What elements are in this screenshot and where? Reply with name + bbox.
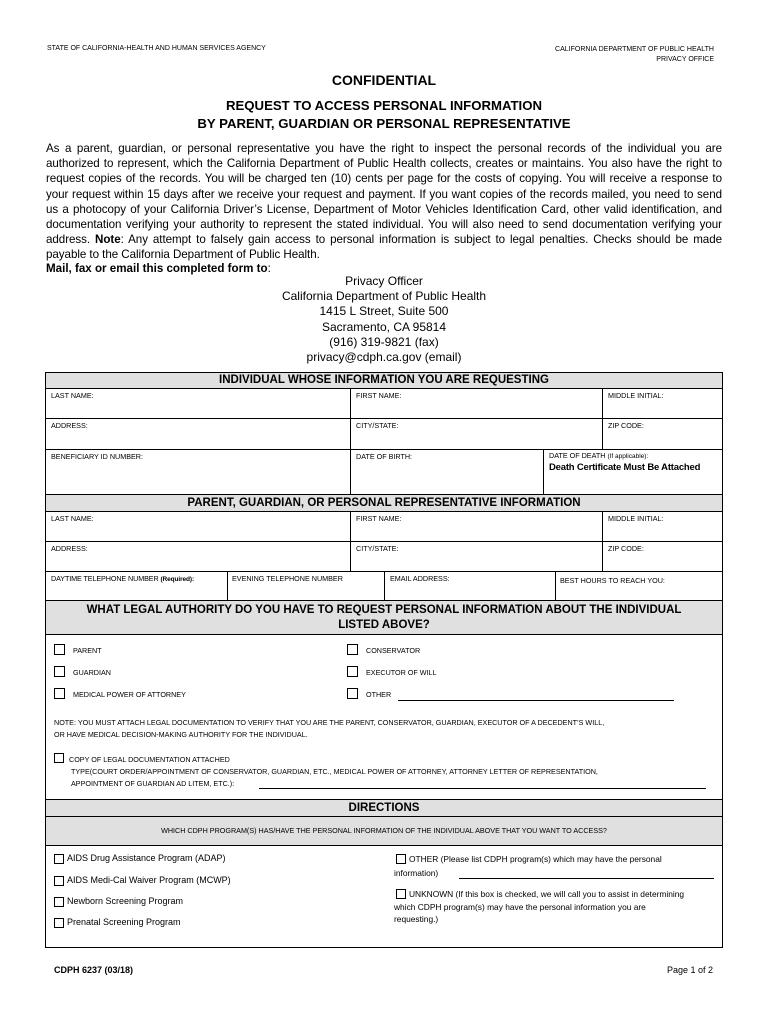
intro-paragraph <box>46 141 722 263</box>
date-of-death-note: (If applicable): <box>607 453 649 460</box>
divider <box>555 571 556 601</box>
rep-city-state-field[interactable]: CITY/STATE: <box>356 544 399 553</box>
legal-doc-type-line1: TYPE(COURT ORDER/APPOINTMENT OF CONSERVATOR, GUARDIAN, ETC., MEDICAL POWER OF ATTORNEY, ATTORNEY LETTER OF REPRESENTATION, <box>71 767 598 776</box>
other-program-checkbox[interactable] <box>396 854 406 864</box>
address-field[interactable]: ADDRESS: <box>51 421 88 430</box>
office-name: PRIVACY OFFICE <box>656 56 714 63</box>
form-title-line1: REQUEST TO ACCESS PERSONAL INFORMATION <box>225 98 543 113</box>
address-line: 1415 L Street, Suite 500 <box>319 304 449 319</box>
death-certificate-note: Death Certificate Must Be Attached <box>549 462 701 473</box>
legal-doc-type-line2: APPOINTMENT OF GUARDIAN AD LITEM, ETC.): <box>71 779 235 788</box>
rep-first-name-field[interactable]: FIRST NAME: <box>356 514 402 523</box>
intro-note-text: : Any attempt to falsely gain access to personal information is subject to legal penalties. Checks should be made payable to the California Department of Public Health. <box>46 233 722 262</box>
last-name-field[interactable]: LAST NAME: <box>51 391 94 400</box>
form-id: CDPH 6237 (03/18) <box>54 965 134 975</box>
mailing-address <box>0 274 768 365</box>
executor-label: EXECUTOR OF WILL <box>366 668 437 677</box>
medical-poa-label: MEDICAL POWER OF ATTORNEY <box>73 690 186 699</box>
city-state-field[interactable]: CITY/STATE: <box>356 421 399 430</box>
mcwp-checkbox[interactable] <box>54 876 64 886</box>
rep-zip-code-field[interactable]: ZIP CODE: <box>608 544 644 553</box>
required-marker: (Required): <box>160 576 195 583</box>
daytime-phone-field[interactable] <box>51 574 194 583</box>
email-address: privacy@cdph.ca.gov (email) <box>306 350 462 365</box>
mcwp-label: AIDS Medi-Cal Waiver Program (MCWP) <box>67 875 231 885</box>
adap-checkbox[interactable] <box>54 854 64 864</box>
divider <box>350 388 351 495</box>
parent-label: PARENT <box>73 646 102 655</box>
daytime-phone-label: DAYTIME TELEPHONE NUMBER <box>51 574 159 583</box>
other-program-info: information) <box>394 868 439 878</box>
legal-doc-attached-checkbox[interactable] <box>54 753 64 763</box>
mail-colon: : <box>267 262 271 275</box>
confidential-title: CONFIDENTIAL <box>331 72 437 88</box>
authority-heading-line2: LISTED ABOVE? <box>338 619 430 631</box>
prenatal-checkbox[interactable] <box>54 918 64 928</box>
rep-address-field[interactable]: ADDRESS: <box>51 544 88 553</box>
legal-doc-type-line[interactable] <box>259 788 706 789</box>
middle-initial-field[interactable]: MIDDLE INITIAL: <box>608 391 664 400</box>
guardian-checkbox[interactable] <box>54 666 65 677</box>
mail-label: Mail, fax or email this completed form to <box>46 262 268 275</box>
authority-note-line1: NOTE: YOU MUST ATTACH LEGAL DOCUMENTATION TO VERIFY THAT YOU ARE THE PARENT, CONSERVATOR, GUARDIAN, EXECUTOR OF A DECEDENT’S WILL, <box>54 718 605 727</box>
conservator-label: CONSERVATOR <box>366 646 421 655</box>
department-name: CALIFORNIA DEPARTMENT OF PUBLIC HEALTH <box>555 46 714 53</box>
intro-note-label: Note <box>95 233 121 247</box>
unknown-program-text: requesting.) <box>394 914 439 924</box>
executor-checkbox[interactable] <box>347 666 358 677</box>
conservator-checkbox[interactable] <box>347 644 358 655</box>
prenatal-label: Prenatal Screening Program <box>67 917 181 927</box>
program-question: WHICH CDPH PROGRAM(S) HAS/HAVE THE PERSONAL INFORMATION OF THE INDIVIDUAL ABOVE THAT YOU WANT TO ACCESS? <box>46 816 722 846</box>
date-of-death-label: DATE OF DEATH <box>549 451 606 460</box>
divider <box>46 418 722 419</box>
authority-heading-line1: WHAT LEGAL AUTHORITY DO YOU HAVE TO REQUEST PERSONAL INFORMATION ABOUT THE INDIVIDUAL <box>86 604 682 616</box>
department-header <box>555 45 714 65</box>
address-line: Privacy Officer <box>345 274 423 288</box>
rep-last-name-field[interactable]: LAST NAME: <box>51 514 94 523</box>
zip-code-field[interactable]: ZIP CODE: <box>608 421 644 430</box>
divider <box>543 449 544 495</box>
legal-doc-label: COPY OF LEGAL DOCUMENTATION ATTACHED <box>69 755 230 764</box>
rep-middle-initial-field[interactable]: MIDDLE INITIAL: <box>608 514 664 523</box>
unknown-program-text: which CDPH program(s) may have the personal information you are <box>394 902 646 912</box>
email-field[interactable]: EMAIL ADDRESS: <box>390 574 450 583</box>
newborn-label: Newborn Screening Program <box>67 896 184 906</box>
address-line: California Department of Public Health <box>281 289 487 304</box>
directions-heading: DIRECTIONS <box>46 799 722 817</box>
authority-note <box>54 717 604 741</box>
divider <box>46 449 722 450</box>
date-of-death-field[interactable] <box>549 451 648 460</box>
other-program-line[interactable] <box>459 878 714 879</box>
first-name-field[interactable]: FIRST NAME: <box>356 391 402 400</box>
evening-phone-field[interactable]: EVENING TELEPHONE NUMBER <box>232 574 343 583</box>
parent-checkbox[interactable] <box>54 644 65 655</box>
unknown-program-label: UNKNOWN (If this box is checked, we will call you to assist in determining <box>409 889 685 899</box>
page-number: Page 1 of 2 <box>666 965 713 975</box>
authority-section-heading <box>46 600 722 635</box>
best-hours-field[interactable]: BEST HOURS TO REACH YOU: <box>560 576 665 585</box>
date-of-birth-field[interactable]: DATE OF BIRTH: <box>356 452 413 461</box>
other-authority-checkbox[interactable] <box>347 688 358 699</box>
request-form <box>45 372 723 948</box>
divider <box>46 541 722 542</box>
newborn-checkbox[interactable] <box>54 897 64 907</box>
adap-label: AIDS Drug Assistance Program (ADAP) <box>67 853 226 863</box>
divider <box>227 571 228 601</box>
divider <box>384 571 385 601</box>
unknown-program-checkbox[interactable] <box>396 889 406 899</box>
form-title-line2: BY PARENT, GUARDIAN OR PERSONAL REPRESENTATIVE <box>197 116 571 131</box>
beneficiary-id-field[interactable]: BENEFICIARY ID NUMBER: <box>51 452 143 461</box>
individual-section-heading: INDIVIDUAL WHOSE INFORMATION YOU ARE REQUESTING <box>46 373 722 389</box>
guardian-label: GUARDIAN <box>73 668 111 677</box>
medical-poa-checkbox[interactable] <box>54 688 65 699</box>
legal-doc-section <box>69 754 598 790</box>
representative-section-heading: PARENT, GUARDIAN, OR PERSONAL REPRESENTATIVE INFORMATION <box>46 494 722 512</box>
authority-note-line2: OR HAVE MEDICAL DECISION-MAKING AUTHORITY FOR THE INDIVIDUAL. <box>54 730 308 739</box>
fax-number: (916) 319-9821 (fax) <box>329 334 439 349</box>
intro-body: As a parent, guardian, or personal representative you have the right to inspect the personal records of the individual you are authorized to represent, which the California Department of Public Health collects, creates or maintains. You also have the right to request copies of the records. You will be charged ten (10) cents per page for the costs of copying. You will receive a response to your request within 15 days after we receive your request and payment. If you want copies of the records mailed, you need to send us a photocopy of your California Driver’s License, Department of Motor Vehicles Identification Card, other valid identification, and documentation verifying your authority to represent the stated individual. You will also need to send documentation verifying your address. <box>46 142 722 247</box>
address-line: Sacramento, CA 95814 <box>321 319 447 334</box>
other-program-label: OTHER (Please list CDPH program(s) which may have the personal <box>409 854 662 864</box>
other-authority-label: OTHER <box>366 690 392 699</box>
other-authority-line[interactable] <box>398 700 674 701</box>
agency-header: STATE OF CALIFORNIA-HEALTH AND HUMAN SERVICES AGENCY <box>47 45 266 52</box>
